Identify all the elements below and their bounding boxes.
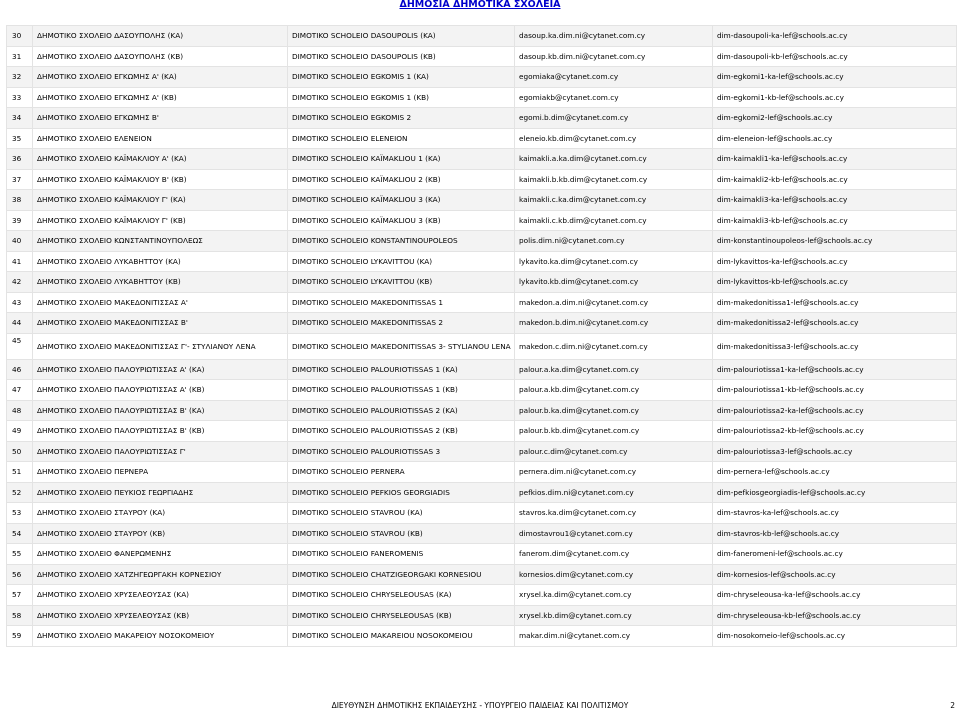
school-email-cytanet: stavros.ka.dim@cytanet.com.cy [515,503,713,524]
school-name-latin: DIMOTIKO SCHOLEIO EGKOMIS 1 (KB) [288,87,515,108]
school-name-latin: DIMOTIKO SCHOLEIO EGKOMIS 2 [288,108,515,129]
school-email-schools: dim-palouriotissa2-kb-lef@schools.ac.cy [713,421,957,442]
school-name-greek: ΔΗΜΟΤΙΚΟ ΣΧΟΛΕΙΟ ΔΑΣΟΥΠΟΛΗΣ (ΚΑ) [33,26,288,47]
table-row [7,462,957,483]
school-name-greek: ΔΗΜΟΤΙΚΟ ΣΧΟΛΕΙΟ ΛΥΚΑΒΗΤΤΟΥ (ΚΑ) [33,251,288,272]
school-number: 51 [7,462,33,483]
school-email-schools: dim-faneromeni-lef@schools.ac.cy [713,544,957,565]
table-row [7,544,957,565]
school-name-latin: DIMOTIKO SCHOLEIO PERNERA [288,462,515,483]
school-email-schools: dim-stavros-ka-lef@schools.ac.cy [713,503,957,524]
school-number: 35 [7,128,33,149]
school-name-latin: DIMOTIKO SCHOLEIO PALOURIOTISSAS 1 (KA) [288,359,515,380]
school-name-greek: ΔΗΜΟΤΙΚΟ ΣΧΟΛΕΙΟ ΦΑΝΕΡΩΜΕΝΗΣ [33,544,288,565]
school-number: 59 [7,626,33,647]
school-email-cytanet: kaimakli.c.kb.dim@cytanet.com.cy [515,210,713,231]
school-email-cytanet: dimostavrou1@cytanet.com.cy [515,523,713,544]
school-name-latin: DIMOTIKO SCHOLEIO EGKOMIS 1 (KA) [288,67,515,88]
school-name-greek: ΔΗΜΟΤΙΚΟ ΣΧΟΛΕΙΟ ΠΕΡΝΕΡΑ [33,462,288,483]
footer-text: ΔΙΕΥΘΥΝΣΗ ΔΗΜΟΤΙΚΗΣ ΕΚΠΑΙΔΕΥΣΗΣ - ΥΠΟΥΡΓΕΙΟ ΠΑΙΔΕΙΑΣ ΚΑΙ ΠΟΛΙΤΙΣΜΟΥ [331,701,629,710]
table-row [7,190,957,211]
school-email-cytanet: egomiakb@cytanet.com.cy [515,87,713,108]
school-name-greek: ΔΗΜΟΤΙΚΟ ΣΧΟΛΕΙΟ ΠΕΥΚΙΟΣ ΓΕΩΡΓΙΑΔΗΣ [33,482,288,503]
school-number: 42 [7,272,33,293]
school-number: 52 [7,482,33,503]
school-email-cytanet: egomi.b.dim@cytanet.com.cy [515,108,713,129]
school-name-greek: ΔΗΜΟΤΙΚΟ ΣΧΟΛΕΙΟ ΧΡΥΣΕΛΕΟΥΣΑΣ (ΚΑ) [33,585,288,606]
school-email-cytanet: kornesios.dim@cytanet.com.cy [515,564,713,585]
school-email-schools: dim-stavros-kb-lef@schools.ac.cy [713,523,957,544]
school-number: 50 [7,441,33,462]
school-email-schools: dim-egkomi2-lef@schools.ac.cy [713,108,957,129]
schools-table-body [7,26,957,647]
school-name-greek: ΔΗΜΟΤΙΚΟ ΣΧΟΛΕΙΟ ΜΑΚΕΔΟΝΙΤΙΣΣΑΣ Β' [33,313,288,334]
school-name-latin: DIMOTIKO SCHOLEIO PALOURIOTISSAS 2 (KA) [288,400,515,421]
table-row [7,272,957,293]
school-email-schools: dim-pernera-lef@schools.ac.cy [713,462,957,483]
school-email-schools: dim-palouriotissa1-ka-lef@schools.ac.cy [713,359,957,380]
page-title: ΔΗΜΟΣΙΑ ΔΗΜΟΤΙΚΑ ΣΧΟΛΕΙΑ [399,0,561,10]
school-name-greek: ΔΗΜΟΤΙΚΟ ΣΧΟΛΕΙΟ ΣΤΑΥΡΟΥ (ΚΒ) [33,523,288,544]
school-name-latin: DIMOTIKO SCHOLEIO MAKEDONITISSAS 3- STYLIANOU LENA [288,333,515,359]
school-email-schools: dim-palouriotissa3-lef@schools.ac.cy [713,441,957,462]
table-row [7,128,957,149]
school-email-cytanet: palour.a.kb.dim@cytanet.com.cy [515,380,713,401]
table-row [7,400,957,421]
school-email-cytanet: kaimakli.c.ka.dim@cytanet.com.cy [515,190,713,211]
school-number: 46 [7,359,33,380]
school-email-cytanet: polis.dim.ni@cytanet.com.cy [515,231,713,252]
school-name-greek: ΔΗΜΟΤΙΚΟ ΣΧΟΛΕΙΟ ΠΑΛΟΥΡΙΩΤΙΣΣΑΣ Β' (ΚΑ) [33,400,288,421]
school-name-latin: DIMOTIKO SCHOLEIO KAÏMAKLIOU 1 (KA) [288,149,515,170]
school-name-greek: ΔΗΜΟΤΙΚΟ ΣΧΟΛΕΙΟ ΔΑΣΟΥΠΟΛΗΣ (ΚΒ) [33,46,288,67]
table-row [7,380,957,401]
school-number: 55 [7,544,33,565]
table-row [7,26,957,47]
school-number: 39 [7,210,33,231]
school-email-cytanet: egomiaka@cytanet.com.cy [515,67,713,88]
school-name-greek: ΔΗΜΟΤΙΚΟ ΣΧΟΛΕΙΟ ΕΛΕΝΕΙΟΝ [33,128,288,149]
school-number: 58 [7,605,33,626]
school-number: 38 [7,190,33,211]
school-name-latin: DIMOTIKO SCHOLEIO PALOURIOTISSAS 2 (KB) [288,421,515,442]
table-row [7,210,957,231]
table-row [7,108,957,129]
school-number: 31 [7,46,33,67]
school-email-cytanet: dasoup.ka.dim.ni@cytanet.com.cy [515,26,713,47]
school-email-cytanet: makedon.b.dim.ni@cytanet.com.cy [515,313,713,334]
school-email-schools: dim-palouriotissa1-kb-lef@schools.ac.cy [713,380,957,401]
table-row [7,46,957,67]
school-name-greek: ΔΗΜΟΤΙΚΟ ΣΧΟΛΕΙΟ ΕΓΚΩΜΗΣ Β' [33,108,288,129]
school-name-latin: DIMOTIKO SCHOLEIO KAÏMAKLIOU 3 (KA) [288,190,515,211]
school-number: 45 [7,333,33,359]
table-row [7,67,957,88]
table-row [7,149,957,170]
school-number: 49 [7,421,33,442]
school-name-latin: DIMOTIKO SCHOLEIO LYKAVITTOU (KB) [288,272,515,293]
school-email-cytanet: dasoup.kb.dim.ni@cytanet.com.cy [515,46,713,67]
school-name-latin: DIMOTIKO SCHOLEIO KAÏMAKLIOU 2 (KB) [288,169,515,190]
school-name-latin: DIMOTIKO SCHOLEIO STAVROU (KA) [288,503,515,524]
school-name-greek: ΔΗΜΟΤΙΚΟ ΣΧΟΛΕΙΟ ΜΑΚΕΔΟΝΙΤΙΣΣΑΣ Α' [33,292,288,313]
school-email-cytanet: palour.c.dim@cytanet.com.cy [515,441,713,462]
school-email-schools: dim-dasoupoli-kb-lef@schools.ac.cy [713,46,957,67]
school-email-schools: dim-lykavittos-kb-lef@schools.ac.cy [713,272,957,293]
school-number: 48 [7,400,33,421]
schools-table [6,25,957,647]
school-number: 36 [7,149,33,170]
school-number: 53 [7,503,33,524]
table-row [7,626,957,647]
school-name-latin: DIMOTIKO SCHOLEIO DASOUPOLIS (KA) [288,26,515,47]
school-name-greek: ΔΗΜΟΤΙΚΟ ΣΧΟΛΕΙΟ ΚΑΪΜΑΚΛΙΟΥ Γ' (ΚΒ) [33,210,288,231]
table-row [7,169,957,190]
school-number: 43 [7,292,33,313]
school-name-greek: ΔΗΜΟΤΙΚΟ ΣΧΟΛΕΙΟ ΛΥΚΑΒΗΤΤΟΥ (ΚΒ) [33,272,288,293]
school-number: 34 [7,108,33,129]
school-number: 33 [7,87,33,108]
school-email-cytanet: pefkios.dim.ni@cytanet.com.cy [515,482,713,503]
school-email-cytanet: makedon.a.dim.ni@cytanet.com.cy [515,292,713,313]
school-name-greek: ΔΗΜΟΤΙΚΟ ΣΧΟΛΕΙΟ ΠΑΛΟΥΡΙΩΤΙΣΣΑΣ Γ' [33,441,288,462]
school-email-schools: dim-kaimakli3-ka-lef@schools.ac.cy [713,190,957,211]
school-name-latin: DIMOTIKO SCHOLEIO MAKEDONITISSAS 1 [288,292,515,313]
school-name-greek: ΔΗΜΟΤΙΚΟ ΣΧΟΛΕΙΟ ΜΑΚΕΔΟΝΙΤΙΣΣΑΣ Γ'- ΣΤΥΛΙΑΝΟΥ ΛΕΝΑ [33,333,288,359]
school-number: 30 [7,26,33,47]
school-name-greek: ΔΗΜΟΤΙΚΟ ΣΧΟΛΕΙΟ ΠΑΛΟΥΡΙΩΤΙΣΣΑΣ Α' (ΚΒ) [33,380,288,401]
table-row [7,359,957,380]
school-email-schools: dim-kaimakli1-ka-lef@schools.ac.cy [713,149,957,170]
school-email-schools: dim-pefkiosgeorgiadis-lef@schools.ac.cy [713,482,957,503]
table-row [7,441,957,462]
school-name-latin: DIMOTIKO SCHOLEIO CHRYSELEOUSAS (KB) [288,605,515,626]
school-name-latin: DIMOTIKO SCHOLEIO CHATZIGEORGAKI KORNESIOU [288,564,515,585]
school-email-cytanet: makar.dim.ni@cytanet.com.cy [515,626,713,647]
table-row [7,333,957,359]
school-name-latin: DIMOTIKO SCHOLEIO MAKEDONITISSAS 2 [288,313,515,334]
school-email-schools: dim-dasoupoli-ka-lef@schools.ac.cy [713,26,957,47]
table-row [7,87,957,108]
school-number: 57 [7,585,33,606]
table-row [7,482,957,503]
school-number: 37 [7,169,33,190]
school-email-cytanet: palour.b.kb.dim@cytanet.com.cy [515,421,713,442]
table-row [7,231,957,252]
school-email-schools: dim-egkomi1-ka-lef@schools.ac.cy [713,67,957,88]
school-email-schools: dim-kornesios-lef@schools.ac.cy [713,564,957,585]
table-row [7,313,957,334]
school-number: 56 [7,564,33,585]
school-email-schools: dim-makedonitissa2-lef@schools.ac.cy [713,313,957,334]
school-email-cytanet: xrysel.kb.dim@cytanet.com.cy [515,605,713,626]
school-name-latin: DIMOTIKO SCHOLEIO ELENEION [288,128,515,149]
school-email-schools: dim-chryseleousa-kb-lef@schools.ac.cy [713,605,957,626]
school-email-schools: dim-chryseleousa-ka-lef@schools.ac.cy [713,585,957,606]
school-email-cytanet: eleneio.kb.dim@cytanet.com.cy [515,128,713,149]
school-name-greek: ΔΗΜΟΤΙΚΟ ΣΧΟΛΕΙΟ ΚΑΪΜΑΚΛΙΟΥ Β' (ΚΒ) [33,169,288,190]
school-email-cytanet: fanerom.dim@cytanet.com.cy [515,544,713,565]
table-row [7,292,957,313]
school-name-latin: DIMOTIKO SCHOLEIO PALOURIOTISSAS 1 (KB) [288,380,515,401]
school-email-schools: dim-egkomi1-kb-lef@schools.ac.cy [713,87,957,108]
school-name-latin: DIMOTIKO SCHOLEIO KAÏMAKLIOU 3 (KB) [288,210,515,231]
school-name-latin: DIMOTIKO SCHOLEIO CHRYSELEOUSAS (KA) [288,585,515,606]
table-row [7,585,957,606]
school-number: 44 [7,313,33,334]
school-email-schools: dim-palouriotissa2-ka-lef@schools.ac.cy [713,400,957,421]
school-name-greek: ΔΗΜΟΤΙΚΟ ΣΧΟΛΕΙΟ ΠΑΛΟΥΡΙΩΤΙΣΣΑΣ Α' (ΚΑ) [33,359,288,380]
school-name-greek: ΔΗΜΟΤΙΚΟ ΣΧΟΛΕΙΟ ΚΑΪΜΑΚΛΙΟΥ Α' (ΚΑ) [33,149,288,170]
school-email-schools: dim-konstantinoupoleos-lef@schools.ac.cy [713,231,957,252]
school-name-greek: ΔΗΜΟΤΙΚΟ ΣΧΟΛΕΙΟ ΠΑΛΟΥΡΙΩΤΙΣΣΑΣ Β' (ΚΒ) [33,421,288,442]
school-email-cytanet: kaimakli.a.ka.dim@cytanet.com.cy [515,149,713,170]
page-number: 2 [950,701,955,710]
school-email-schools: dim-eleneion-lef@schools.ac.cy [713,128,957,149]
school-name-greek: ΔΗΜΟΤΙΚΟ ΣΧΟΛΕΙΟ ΕΓΚΩΜΗΣ Α' (ΚΑ) [33,67,288,88]
school-name-latin: DIMOTIKO SCHOLEIO PEFKIOS GEORGIADIS [288,482,515,503]
school-email-cytanet: palour.a.ka.dim@cytanet.com.cy [515,359,713,380]
school-name-latin: DIMOTIKO SCHOLEIO MAKAREIOU NOSOKOMEIOU [288,626,515,647]
table-row [7,605,957,626]
school-name-latin: DIMOTIKO SCHOLEIO LYKAVITTOU (KA) [288,251,515,272]
school-number: 54 [7,523,33,544]
school-name-greek: ΔΗΜΟΤΙΚΟ ΣΧΟΛΕΙΟ ΧΑΤΖΗΓΕΩΡΓΑΚΗ ΚΟΡΝΕΣΙΟΥ [33,564,288,585]
school-email-cytanet: lykavito.kb.dim@cytanet.com.cy [515,272,713,293]
school-number: 47 [7,380,33,401]
school-email-schools: dim-lykavittos-ka-lef@schools.ac.cy [713,251,957,272]
school-number: 41 [7,251,33,272]
table-row [7,251,957,272]
school-number: 40 [7,231,33,252]
table-row [7,564,957,585]
school-email-schools: dim-kaimakli2-kb-lef@schools.ac.cy [713,169,957,190]
school-name-greek: ΔΗΜΟΤΙΚΟ ΣΧΟΛΕΙΟ ΜΑΚΑΡΕΙΟΥ ΝΟΣΟΚΟΜΕΙΟΥ [33,626,288,647]
school-name-greek: ΔΗΜΟΤΙΚΟ ΣΧΟΛΕΙΟ ΚΩΝΣΤΑΝΤΙΝΟΥΠΟΛΕΩΣ [33,231,288,252]
page-footer [0,701,960,711]
school-name-latin: DIMOTIKO SCHOLEIO DASOUPOLIS (KB) [288,46,515,67]
school-email-cytanet: xrysel.ka.dim@cytanet.com.cy [515,585,713,606]
school-email-schools: dim-makedonitissa1-lef@schools.ac.cy [713,292,957,313]
school-email-schools: dim-kaimakli3-kb-lef@schools.ac.cy [713,210,957,231]
school-name-latin: DIMOTIKO SCHOLEIO FANEROMENIS [288,544,515,565]
school-number: 32 [7,67,33,88]
school-email-schools: dim-makedonitissa3-lef@schools.ac.cy [713,333,957,359]
school-email-schools: dim-nosokomeio-lef@schools.ac.cy [713,626,957,647]
school-email-cytanet: pernera.dim.ni@cytanet.com.cy [515,462,713,483]
table-row [7,523,957,544]
school-email-cytanet: palour.b.ka.dim@cytanet.com.cy [515,400,713,421]
school-name-greek: ΔΗΜΟΤΙΚΟ ΣΧΟΛΕΙΟ ΚΑΪΜΑΚΛΙΟΥ Γ' (ΚΑ) [33,190,288,211]
school-name-latin: DIMOTIKO SCHOLEIO STAVROU (KB) [288,523,515,544]
school-name-greek: ΔΗΜΟΤΙΚΟ ΣΧΟΛΕΙΟ ΕΓΚΩΜΗΣ Α' (ΚΒ) [33,87,288,108]
school-name-greek: ΔΗΜΟΤΙΚΟ ΣΧΟΛΕΙΟ ΣΤΑΥΡΟΥ (ΚΑ) [33,503,288,524]
school-name-greek: ΔΗΜΟΤΙΚΟ ΣΧΟΛΕΙΟ ΧΡΥΣΕΛΕΟΥΣΑΣ (ΚΒ) [33,605,288,626]
school-email-cytanet: makedon.c.dim.ni@cytanet.com.cy [515,333,713,359]
school-email-cytanet: lykavito.ka.dim@cytanet.com.cy [515,251,713,272]
school-name-latin: DIMOTIKO SCHOLEIO KONSTANTINOUPOLEOS [288,231,515,252]
school-email-cytanet: kaimakli.b.kb.dim@cytanet.com.cy [515,169,713,190]
table-row [7,421,957,442]
table-row [7,503,957,524]
school-name-latin: DIMOTIKO SCHOLEIO PALOURIOTISSAS 3 [288,441,515,462]
